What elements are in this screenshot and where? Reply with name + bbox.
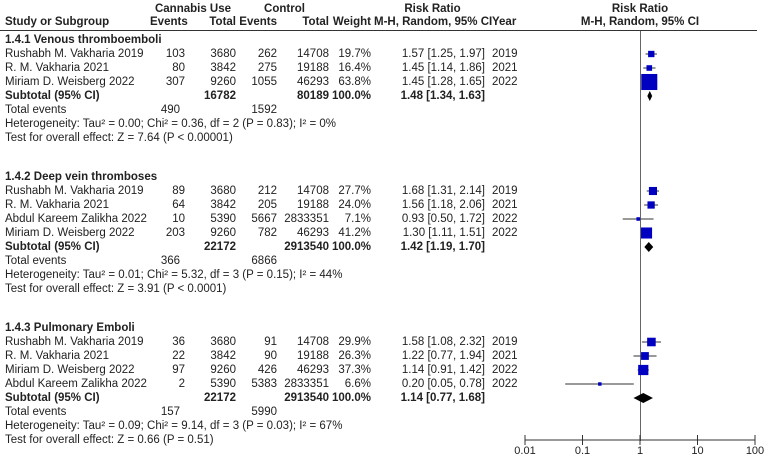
- study-name: R. M. Vakharia 2021: [5, 199, 109, 211]
- subtotal-label: Subtotal (95% CI): [5, 90, 100, 102]
- header-study: Study or Subgroup: [5, 16, 110, 28]
- study-events1: 80: [172, 62, 185, 74]
- study-events2: 212: [257, 185, 277, 197]
- study-ci: 1.68 [1.31, 2.14]: [401, 185, 485, 197]
- subtotal-total2: 2913540: [284, 241, 329, 253]
- study-name: Miriam D. Weisberg 2022: [5, 76, 135, 88]
- study-weight: 29.9%: [338, 336, 371, 348]
- study-weight: 24.0%: [338, 199, 371, 211]
- study-year: 2022: [492, 378, 518, 390]
- subtotal-ci: 1.42 [1.19, 1.70]: [400, 241, 485, 253]
- axis-tick-label: 0.1: [574, 445, 591, 455]
- study-year: 2019: [492, 336, 518, 348]
- study-ci: 1.58 [1.08, 2.32]: [401, 336, 485, 348]
- study-name: Rushabh M. Vakharia 2019: [5, 48, 144, 60]
- subtotal-total1: 22172: [204, 392, 236, 404]
- study-events2: 426: [257, 364, 277, 376]
- study-total2: 14708: [297, 185, 329, 197]
- total-events1: 490: [160, 104, 180, 116]
- header-total2: Total: [302, 16, 329, 28]
- study-weight: 27.7%: [338, 185, 371, 197]
- study-total1: 9260: [210, 227, 236, 239]
- study-ci: 1.57 [1.25, 1.97]: [401, 48, 485, 60]
- study-events2: 5383: [251, 378, 277, 390]
- total-events-label: Total events: [5, 255, 67, 267]
- overall-effect-text: Test for overall effect: Z = 0.66 (P = 0.51): [5, 434, 214, 446]
- subtotal-weight: 100.0%: [331, 90, 371, 102]
- study-events2: 90: [264, 350, 277, 362]
- study-total1: 3680: [210, 336, 236, 348]
- subtotal-ci: 1.48 [1.34, 1.63]: [400, 90, 485, 102]
- study-events1: 307: [165, 76, 185, 88]
- study-total2: 19188: [297, 62, 329, 74]
- axis-tick-label: 10: [691, 445, 704, 455]
- study-total1: 9260: [210, 76, 236, 88]
- study-total2: 46293: [297, 76, 329, 88]
- study-ci: 1.56 [1.18, 2.06]: [401, 199, 485, 211]
- study-events2: 91: [264, 336, 277, 348]
- header-risk-ratio-plot: Risk Ratio: [611, 3, 669, 15]
- study-total1: 5390: [210, 378, 236, 390]
- axis-tick-label: 1: [636, 445, 644, 455]
- heterogeneity-text: Heterogeneity: Tau² = 0.09; Chi² = 9.14, df = 3 (P = 0.03); I² = 67%: [5, 420, 343, 432]
- study-total1: 5390: [210, 213, 236, 225]
- total-events2: 1592: [251, 104, 277, 116]
- study-total2: 19188: [297, 199, 329, 211]
- axis-tick-label: 0.01: [514, 445, 536, 455]
- study-ci: 0.93 [0.50, 1.72]: [401, 213, 485, 225]
- header-risk-ratio-text: Risk Ratio: [404, 3, 461, 15]
- heterogeneity-text: Heterogeneity: Tau² = 0.00; Chi² = 0.36, df = 2 (P = 0.83); I² = 0%: [5, 118, 337, 130]
- study-name: Abdul Kareem Zalikha 2022: [5, 378, 147, 390]
- study-events1: 64: [172, 199, 185, 211]
- study-ci: 1.45 [1.28, 1.65]: [401, 76, 485, 88]
- study-total2: 19188: [297, 350, 329, 362]
- study-events2: 205: [257, 199, 277, 211]
- study-weight: 19.7%: [338, 48, 371, 60]
- header-control: Control: [264, 3, 305, 15]
- study-events2: 262: [257, 48, 277, 60]
- subtotal-total1: 22172: [204, 241, 236, 253]
- study-events2: 275: [257, 62, 277, 74]
- heterogeneity-text: Heterogeneity: Tau² = 0.01; Chi² = 5.32, df = 3 (P = 0.15); I² = 44%: [5, 269, 343, 281]
- study-total2: 14708: [297, 48, 329, 60]
- study-total2: 46293: [297, 227, 329, 239]
- study-total1: 9260: [210, 364, 236, 376]
- study-name: Rushabh M. Vakharia 2019: [5, 185, 144, 197]
- subgroup-title-text: 1.4.2 Deep vein thromboses: [5, 171, 158, 183]
- study-name: Miriam D. Weisberg 2022: [5, 364, 135, 376]
- study-weight: 6.6%: [344, 378, 371, 390]
- study-name: Miriam D. Weisberg 2022: [5, 227, 135, 239]
- study-weight: 26.3%: [338, 350, 371, 362]
- study-name: R. M. Vakharia 2021: [5, 62, 109, 74]
- study-year: 2019: [492, 48, 518, 60]
- header-events2: Events: [239, 16, 277, 28]
- header-cannabis-use: Cannabis Use: [154, 3, 232, 15]
- study-total2: 2833351: [284, 378, 329, 390]
- total-events1: 157: [160, 406, 180, 418]
- subtotal-label: Subtotal (95% CI): [5, 392, 100, 404]
- subtotal-label: Subtotal (95% CI): [5, 241, 100, 253]
- study-total1: 3842: [210, 199, 236, 211]
- study-name: Abdul Kareem Zalikha 2022: [5, 213, 147, 225]
- study-year: 2021: [492, 62, 518, 74]
- study-events1: 89: [172, 185, 185, 197]
- study-ci: 0.20 [0.05, 0.78]: [401, 378, 485, 390]
- study-ci: 1.45 [1.14, 1.86]: [401, 62, 485, 74]
- study-total1: 3842: [210, 350, 236, 362]
- subtotal-total1: 16782: [204, 90, 236, 102]
- study-events1: 203: [165, 227, 185, 239]
- study-year: 2021: [492, 199, 518, 211]
- header-method: M-H, Random, 95% CI: [374, 16, 493, 28]
- overall-effect-text: Test for overall effect: Z = 7.64 (P < 0.00001): [5, 132, 233, 144]
- study-year: 2022: [492, 213, 518, 225]
- header-year: Year: [492, 16, 517, 28]
- total-events2: 5990: [251, 406, 277, 418]
- study-events1: 97: [172, 364, 185, 376]
- study-events2: 1055: [251, 76, 277, 88]
- header-method-plot: M-H, Random, 95% CI: [580, 16, 700, 28]
- study-ci: 1.22 [0.77, 1.94]: [401, 350, 485, 362]
- total-events2: 6866: [251, 255, 277, 267]
- study-events1: 103: [165, 48, 185, 60]
- study-name: R. M. Vakharia 2021: [5, 350, 109, 362]
- total-events1: 366: [160, 255, 180, 267]
- subtotal-weight: 100.0%: [331, 241, 371, 253]
- study-name: Rushabh M. Vakharia 2019: [5, 336, 144, 348]
- total-events-label: Total events: [5, 104, 67, 116]
- study-weight: 37.3%: [338, 364, 371, 376]
- subgroup-title-text: 1.4.3 Pulmonary Emboli: [5, 322, 135, 334]
- study-total2: 14708: [297, 336, 329, 348]
- axis-tick-label: 100: [745, 445, 765, 455]
- study-year: 2022: [492, 227, 518, 239]
- study-events2: 782: [257, 227, 277, 239]
- study-events2: 5667: [251, 213, 277, 225]
- study-total2: 46293: [297, 364, 329, 376]
- study-total2: 2833351: [284, 213, 329, 225]
- header-events1: Events: [150, 16, 188, 28]
- study-events1: 2: [178, 378, 185, 390]
- total-events-label: Total events: [5, 406, 67, 418]
- study-year: 2021: [492, 350, 518, 362]
- study-weight: 16.4%: [338, 62, 371, 74]
- header-weight: Weight: [332, 16, 371, 28]
- study-total1: 3680: [210, 185, 236, 197]
- study-year: 2022: [492, 364, 518, 376]
- study-events1: 36: [172, 336, 185, 348]
- study-ci: 1.14 [0.91, 1.42]: [401, 364, 485, 376]
- study-events1: 22: [172, 350, 185, 362]
- overall-effect-text: Test for overall effect: Z = 3.91 (P < 0.0001): [5, 283, 227, 295]
- subgroup-title-text: 1.4.1 Venous thromboemboli: [5, 34, 162, 46]
- header-total1: Total: [209, 16, 236, 28]
- subtotal-weight: 100.0%: [331, 392, 371, 404]
- study-year: 2022: [492, 76, 518, 88]
- study-events1: 10: [172, 213, 185, 225]
- subtotal-ci: 1.14 [0.77, 1.68]: [400, 392, 485, 404]
- study-ci: 1.30 [1.11, 1.51]: [402, 227, 485, 239]
- study-weight: 63.8%: [338, 76, 371, 88]
- study-total1: 3680: [210, 48, 236, 60]
- subtotal-total2: 2913540: [284, 392, 329, 404]
- subtotal-total2: 80189: [297, 90, 329, 102]
- study-weight: 7.1%: [344, 213, 371, 225]
- study-weight: 41.2%: [338, 227, 371, 239]
- study-total1: 3842: [210, 62, 236, 74]
- study-year: 2019: [492, 185, 518, 197]
